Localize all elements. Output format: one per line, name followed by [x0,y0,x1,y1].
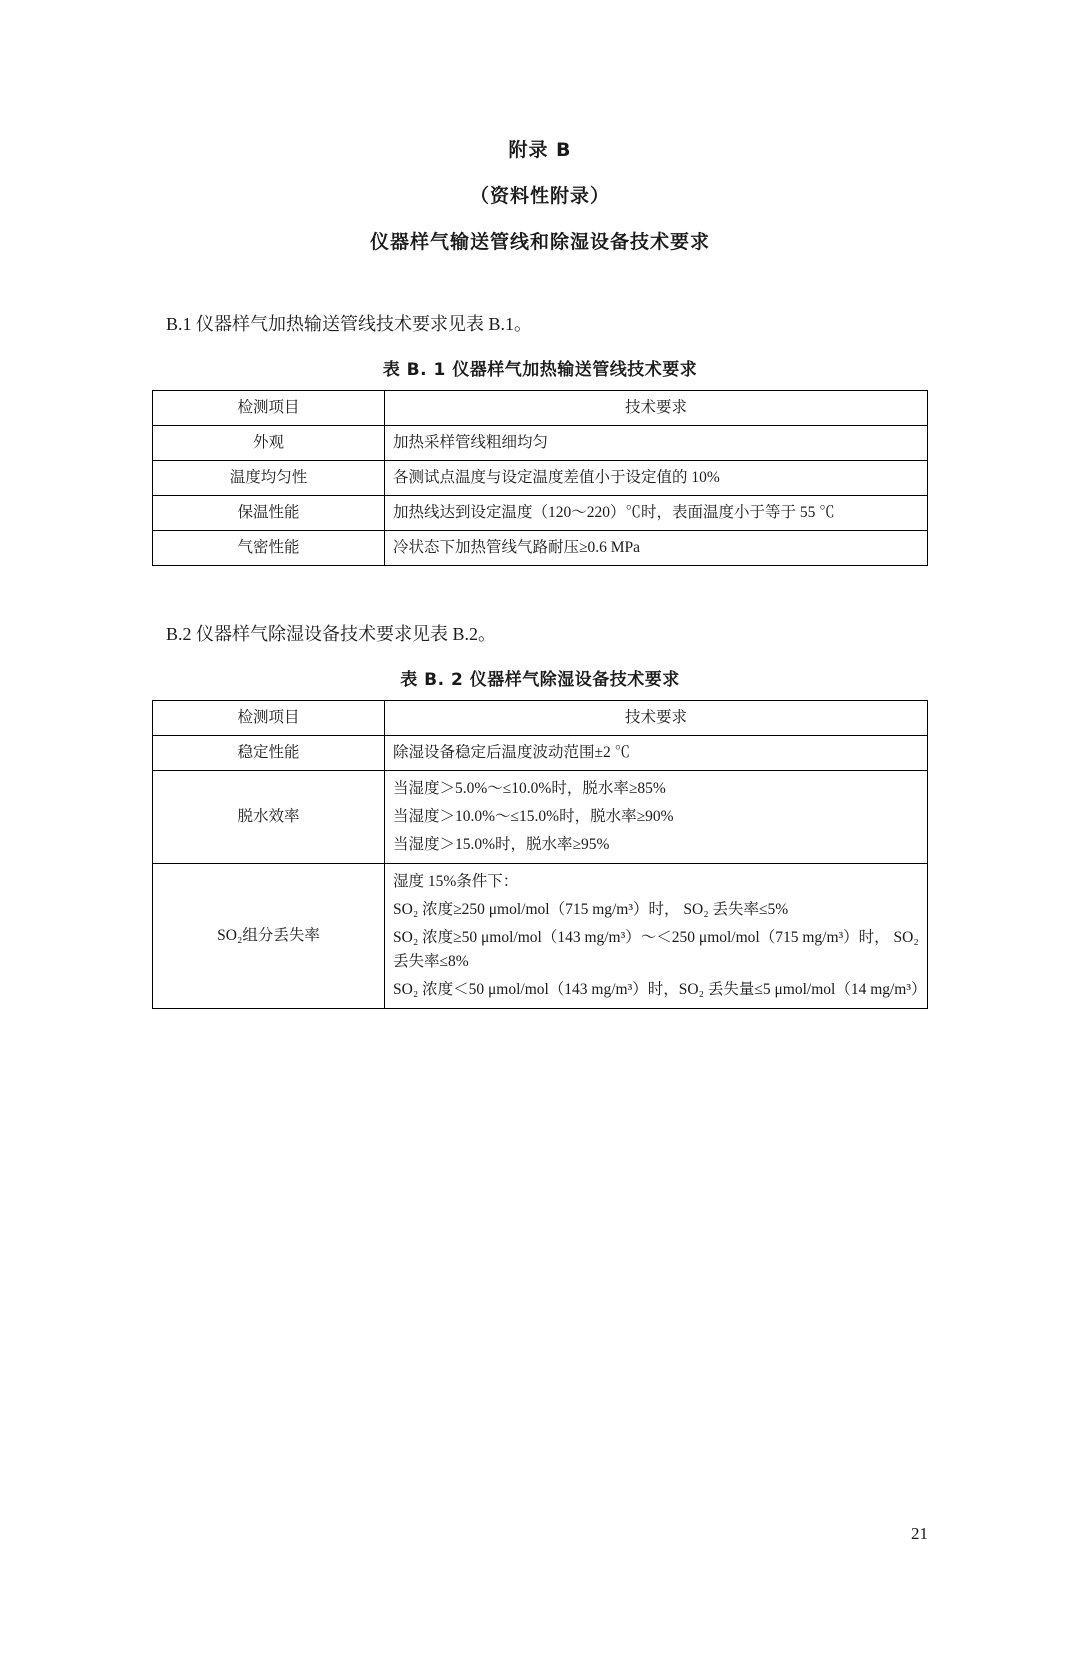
table-b2-req-line: SO₂ 浓度≥250 μmol/mol（715 mg/m³）时， SO₂ 丢失率≤5% [393,900,789,918]
table-row [153,495,928,530]
table-b2 [152,700,928,1009]
table-b1-item: 气密性能 [153,530,385,565]
table-b1-header-req: 技术要求 [385,390,928,425]
page-number: 21 [911,1524,928,1543]
table-b2-req-line: 当湿度＞15.0%时，脱水率≥95% [393,835,610,853]
table-b2-req-line: SO₂ 浓度＜50 μmol/mol（143 mg/m³）时，SO₂ 丢失量≤5 μmol/mol（14 mg/m³） [393,980,927,998]
table-b1-req: 加热线达到设定温度（120～220）℃时，表面温度小于等于 55 ℃ [385,495,928,530]
table-b1-item: 外观 [153,425,385,460]
table-b2-req: 除湿设备稳定后温度波动范围±2 ℃ [385,735,928,770]
table-b1-header-item: 检测项目 [153,390,385,425]
table-b1-req: 加热采样管线粗细均匀 [385,425,928,460]
table-row-header [153,390,928,425]
table-b2-req-line: 当湿度＞10.0%～≤15.0%时，脱水率≥90% [393,807,674,825]
table-b2-req-line: 湿度 15%条件下： [393,872,519,890]
table-b1-caption: 表 B. 1 仪器样气加热输送管线技术要求 [382,359,698,380]
table-b2-item: SO₂组分丢失率 [153,863,385,1008]
table-b1 [152,390,928,566]
table-b2-req [385,770,928,863]
table-b2-req-line: 当湿度＞5.0%～≤10.0%时，脱水率≥85% [393,779,666,797]
section-b2-paragraph: B.2 仪器样气除湿设备技术要求见表 B.2。 [166,623,497,644]
table-b2-header-item: 检测项目 [153,700,385,735]
table-row [153,425,928,460]
table-b2-header-req: 技术要求 [385,700,928,735]
table-row-header [153,700,928,735]
table-b2-item: 脱水效率 [153,770,385,863]
table-b2-item: 稳定性能 [153,735,385,770]
table-row [153,770,928,863]
table-row [153,735,928,770]
table-b2-req-line: SO₂ 浓度≥50 μmol/mol（143 mg/m³）～＜250 μmol/mol（715 mg/m³）时， SO₂ 丢失率≤8% [393,928,919,970]
table-row [153,530,928,565]
table-b1-req: 各测试点温度与设定温度差值小于设定值的 10% [385,460,928,495]
table-b1-item: 保温性能 [153,495,385,530]
table-b1-item: 温度均匀性 [153,460,385,495]
section-b1-paragraph: B.1 仪器样气加热输送管线技术要求见表 B.1。 [166,314,533,334]
table-b1-req: 冷状态下加热管线气路耐压≥0.6 MPa [385,530,928,565]
appendix-name: 仪器样气输送管线和除湿设备技术要求 [369,231,710,253]
table-row [153,460,928,495]
table-row [153,863,928,1008]
table-b2-caption: 表 B. 2 仪器样气除湿设备技术要求 [400,669,680,690]
table-b2-req [385,863,928,1008]
document-page [0,135,1080,1662]
appendix-title: 附录 B [508,139,572,161]
appendix-type: （资料性附录） [469,185,610,207]
